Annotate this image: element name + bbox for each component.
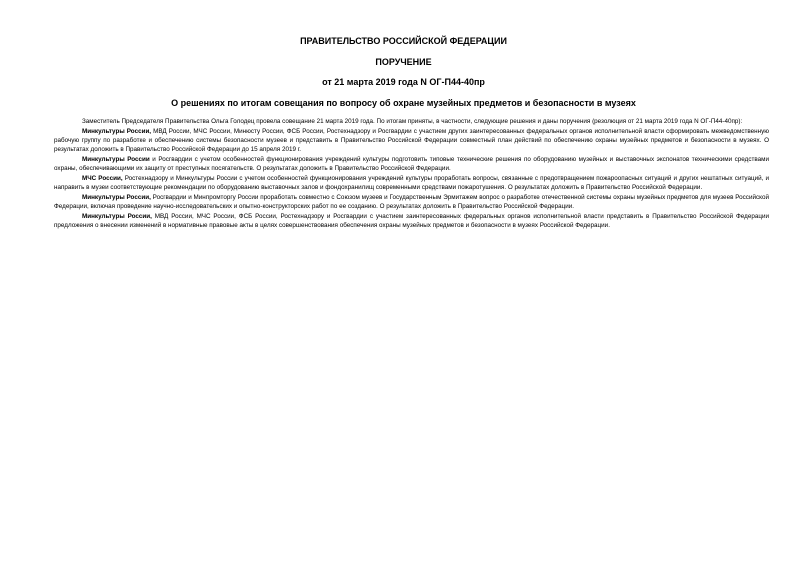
issuer-heading: ПРАВИТЕЛЬСТВО РОССИЙСКОЙ ФЕДЕРАЦИИ [300, 36, 507, 46]
instruction-lead: Минкультуры России, [82, 194, 151, 201]
document-type-heading: ПОРУЧЕНИЕ [375, 57, 432, 67]
instruction-text: Росгвардии и Минпромторгу России проработать совместно с Союзом музеев и Государственным Эрмитажем вопрос о разработке отечественной системы охраны музейных предметов для музеев Российской Федерации, включая проведение научно-исследовательских и опытно-конструкторских работ по ее созданию. О результатах доложить в Правительство Российской Федерации. [54, 194, 769, 211]
instruction-text: МВД России, МЧС России, Минюсту России, ФСБ России, Ростехнадзору и Росгвардии с участием других заинтересованных федеральных органов исполнительной власти сформировать межведомственную рабочую группу по разработке и обеспечению системы безопасности музеев и представить в Правительство Российской Федерации совместный план действий по обеспечению охраны музейных предметов и безопасности в музеях. О результатах доложить в Правительство Российской Федерации до 15 апреля 2019 г. [54, 127, 769, 154]
document-title: О решениях по итогам совещания по вопросу об охране музейных предметов и безопасности в музеях [171, 98, 636, 108]
instruction-text: и Росгвардии с учетом особенностей функционирования учреждений культуры подготовить типовые технические решения по оборудованию музейных и выставочных экспонатов техническими средствами охраны, обеспечивающими их защиту от преступных посягательств. О результатах доложить в Правительство Российской Федерации. [54, 156, 769, 173]
document-body [54, 117, 769, 230]
instruction-paragraph-2 [54, 155, 769, 173]
instruction-lead: Минкультуры России, [82, 213, 152, 220]
instruction-paragraph-1 [54, 127, 769, 155]
instruction-paragraph-3 [54, 174, 769, 192]
instruction-text: Ростехнадзору и Минкультуры России с учетом особенностей функционирования учреждений культуры проработать вопросы, связанные с предотвращением пожароопасных ситуаций и других нештатных ситуаций, и направить в музеи соответствующие рекомендации по оборудованию выставочных залов и фондохранилищ современными средствами пожаротушения. О результатах доложить в Правительство Российской Федерации. [54, 175, 769, 192]
instruction-lead: Минкультуры России [82, 156, 150, 163]
instruction-paragraph-4 [54, 193, 769, 211]
instruction-text: МВД России, МЧС России, ФСБ России, Ростехнадзору и Росгвардии с участием заинтересованных федеральных органов исполнительной власти представить в Правительство Российской Федерации предложения о внесении изменений в нормативные правовые акты в целях совершенствования обеспечения охраны музейных предметов и безопасности в музеях Российской Федерации. [54, 213, 769, 230]
instruction-lead: МЧС России, [82, 175, 123, 182]
date-number-heading: от 21 марта 2019 года N ОГ-П44-40пр [322, 77, 485, 87]
intro-paragraph: Заместитель Председателя Правительства Ольга Голодец провела совещание 21 марта 2019 года. По итогам приняты, в частности, следующие решения и даны поручения (резолюция от 21 марта 2019 года N ОГ-П44-40пр): [82, 118, 743, 125]
instruction-paragraph-5 [54, 212, 769, 230]
instruction-lead: Минкультуры России, [82, 127, 152, 135]
